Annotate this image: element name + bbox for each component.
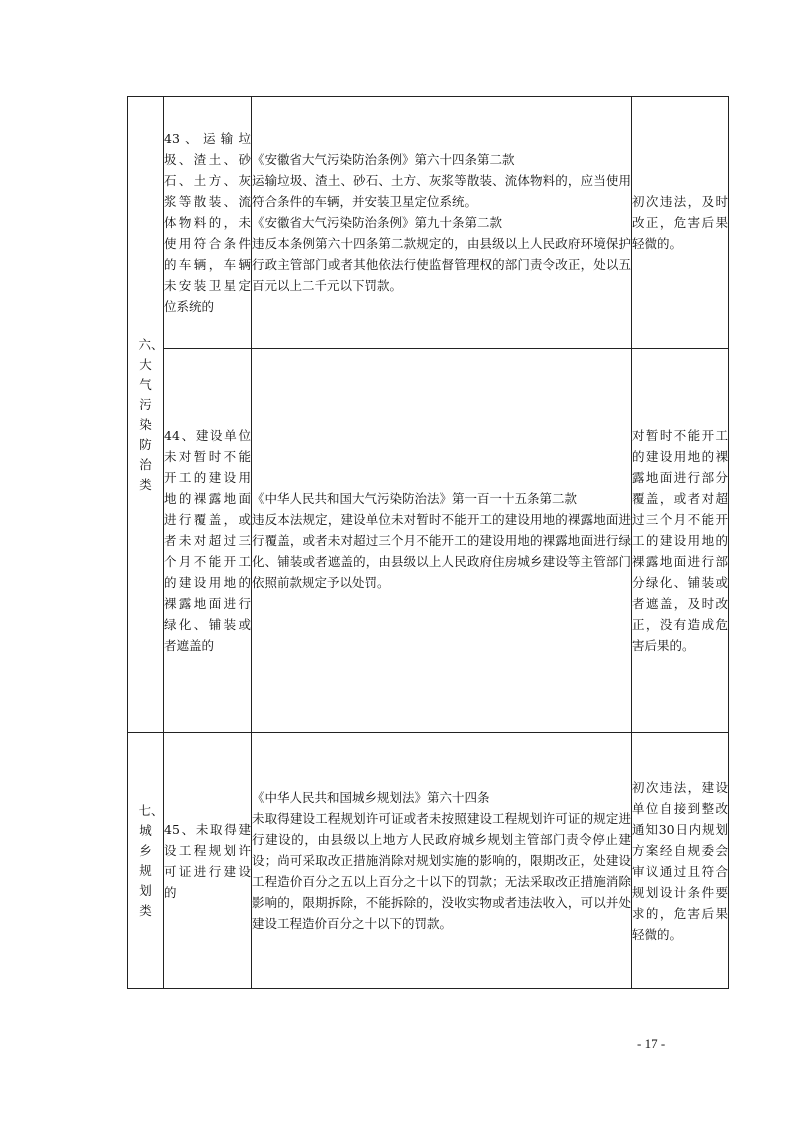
penalty-table: [127, 96, 729, 989]
law-text: 违反本法规定，建设单位未对暂时不能开工的建设用地的裸露地面进行覆盖，或者未对超过三个月不能开工的建设用地的裸露地面进行绿化、铺装或者遮盖的，由县级以上人民政府住房城乡建设等主管部门依照前款规定予以处罚。: [252, 512, 631, 590]
law-cell: [252, 97, 632, 349]
item-cell: [164, 733, 252, 989]
item-text: 43、运输垃圾、渣土、砂石、土方、灰浆等散装、流体物料的，未使用符合条件的车辆，车辆未安装卫星定位系统的: [164, 131, 251, 314]
law-title: 《安徽省大气污染防治条例》第六十四条第二款: [252, 152, 515, 167]
law-title: 《安徽省大气污染防治条例》第九十条第二款: [252, 215, 503, 230]
category-cell: [128, 733, 164, 989]
condition-cell: [632, 733, 729, 989]
law-title: 《中华人民共和国城乡规划法》第六十四条: [252, 790, 490, 805]
law-text: 运输垃圾、渣土、砂石、土方、灰浆等散装、流体物料的，应当使用符合条件的车辆，并安装卫星定位系统。: [252, 173, 631, 209]
item-text: 45、未取得建设工程规划许可证进行建设的: [164, 821, 251, 900]
condition-cell: [632, 349, 729, 733]
condition-text: 对暂时不能开工的建设用地的裸露地面进行部分覆盖，或者对超过三个月不能开工的建设用地的裸露地面进行部分绿化、铺装或者遮盖，及时改正，没有造成危害后果的。: [632, 428, 728, 653]
page-number: - 17 -: [637, 1036, 666, 1051]
category-cell: [128, 97, 164, 733]
item-cell: [164, 97, 252, 349]
condition-text: 初次违法，建设单位自接到整改通知30日内规划方案经自规委会审议通过且符合规划设计条件要求的，危害后果轻微的。: [632, 779, 728, 942]
condition-text: 初次违法，及时改正，危害后果轻微的。: [632, 194, 728, 251]
law-text: 未取得建设工程规划许可证或者未按照建设工程规划许可证的规定进行建设的，由县级以上地方人民政府城乡规划主管部门责令停止建设；尚可采取改正措施消除对规划实施的影响的，限期改正，处建设工程造价百分之五以上百分之十以下的罚款；无法采取改正措施消除影响的，限期拆除，不能拆除的，没收实物或者违法收入，可以并处建设工程造价百分之十以下的罚款。: [252, 811, 631, 931]
item-cell: [164, 349, 252, 733]
category-label: 六、大气污染防治类: [138, 336, 164, 492]
table-row: [128, 349, 729, 733]
condition-cell: [632, 97, 729, 349]
law-text: 违反本条例第六十四条第二款规定的，由县级以上人民政府环境保护行政主管部门或者其他依法行使监督管理权的部门责令改正，处以五百元以上二千元以下罚款。: [252, 236, 631, 293]
item-text: 44、建设单位未对暂时不能开工的建设用地的裸露地面进行覆盖，或者未对超过三个月不能开工的建设用地的裸露地面进行绿化、铺装或者遮盖的: [164, 428, 251, 653]
law-cell: [252, 733, 632, 989]
category-label: 七、城乡规划类: [138, 802, 164, 918]
law-title: 《中华人民共和国大气污染防治法》第一百一十五条第二款: [252, 491, 578, 506]
table-row: [128, 97, 729, 349]
table-row: [128, 733, 729, 989]
law-cell: [252, 349, 632, 733]
